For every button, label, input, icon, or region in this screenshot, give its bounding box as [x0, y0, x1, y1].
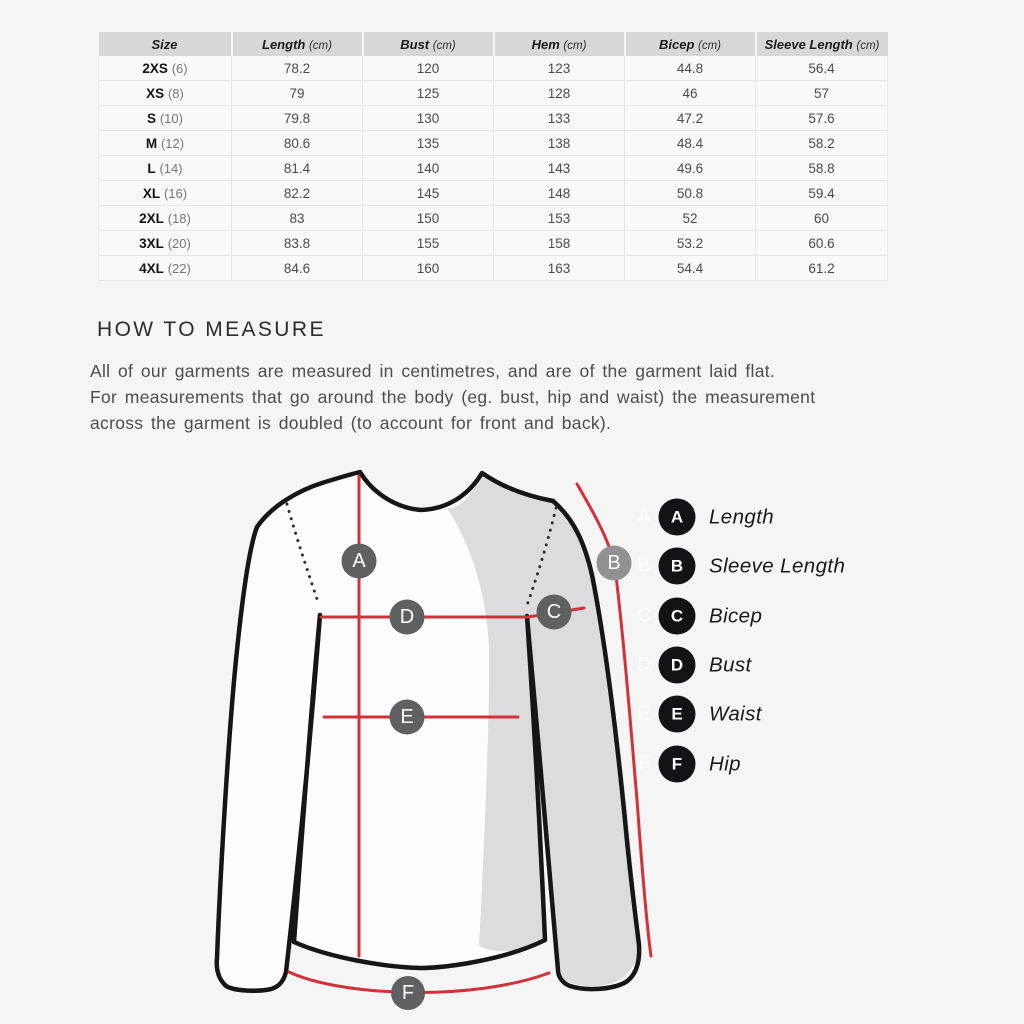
svg-text:Length: Length [709, 505, 775, 529]
length-cell: 84.6 [232, 256, 363, 281]
size-note: (22) [167, 260, 191, 276]
size-cell [99, 106, 232, 131]
size-cell [99, 81, 232, 106]
bicep-cell: 53.2 [625, 231, 756, 256]
paragraph-line: For measurements that go around the body (eg. bust, hip and waist) the measurement [90, 387, 816, 407]
marker-D [390, 600, 425, 635]
svg-text:D: D [399, 606, 415, 628]
column-header-sleeve-length: Sleeve Length (cm) [756, 32, 888, 56]
sleeve-length-cell: 57.6 [756, 106, 888, 131]
size-label: XL [142, 185, 161, 201]
legend-item-waist [659, 696, 763, 733]
size-cell [99, 181, 232, 206]
length-cell: 80.6 [232, 131, 363, 156]
sleeve-length-cell: 56.4 [756, 56, 888, 81]
bicep-cell: 46 [625, 81, 756, 106]
svg-text:B: B [607, 552, 621, 574]
length-cell: 83 [232, 206, 363, 231]
sleeve-length-cell: 60.6 [756, 231, 888, 256]
table-row [99, 131, 888, 156]
size-label: 2XL [139, 210, 164, 226]
size-note: (6) [171, 60, 188, 76]
svg-text:F: F [401, 982, 415, 1004]
size-note: (20) [167, 235, 191, 251]
size-label: 4XL [139, 260, 164, 276]
sleeve-length-cell: 59.4 [756, 181, 888, 206]
marker-A [342, 544, 377, 579]
size-label: S [147, 110, 157, 126]
ghost-letters [637, 507, 651, 775]
hem-cell: 158 [494, 231, 625, 256]
column-header-hem: Hem (cm) [494, 32, 625, 56]
svg-text:B: B [637, 555, 651, 577]
diagram-legend [659, 499, 846, 783]
size-chart [98, 32, 887, 281]
size-label: L [147, 160, 156, 176]
svg-text:C: C [670, 606, 684, 626]
size-label: M [145, 135, 158, 151]
hem-cell: 133 [494, 106, 625, 131]
svg-text:F: F [638, 753, 650, 775]
legend-item-bicep [659, 598, 763, 635]
hem-cell: 163 [494, 256, 625, 281]
hem-cell: 123 [494, 56, 625, 81]
size-note: (14) [159, 160, 183, 176]
table-row [99, 206, 888, 231]
hem-cell: 128 [494, 81, 625, 106]
marker-B [597, 546, 632, 581]
bust-cell: 140 [363, 156, 494, 181]
legend-item-bust [659, 647, 753, 684]
column-header-size: Size [99, 32, 232, 56]
bicep-cell: 50.8 [625, 181, 756, 206]
bicep-cell: 54.4 [625, 256, 756, 281]
size-note: (16) [163, 185, 188, 201]
length-cell: 79.8 [232, 106, 363, 131]
table-row [99, 256, 888, 281]
bust-cell: 150 [363, 206, 494, 231]
paragraph-line: across the garment is doubled (to account for front and back). [90, 413, 612, 433]
bust-cell: 145 [363, 181, 494, 206]
svg-text:E: E [671, 704, 683, 724]
size-cell [99, 56, 232, 81]
svg-text:Waist: Waist [709, 702, 762, 726]
size-label: 2XS [142, 60, 168, 76]
table-row [99, 56, 888, 81]
how-to-measure-heading: HOW TO MEASURE [97, 318, 326, 341]
table-row [99, 181, 888, 206]
bust-cell: 135 [363, 131, 494, 156]
length-cell: 81.4 [232, 156, 363, 181]
marker-F [391, 976, 425, 1010]
bust-cell: 125 [363, 81, 494, 106]
svg-text:B: B [670, 556, 684, 576]
sleeve-length-cell: 61.2 [756, 256, 888, 281]
size-note: (10) [159, 110, 183, 126]
size-note: (12) [160, 135, 185, 151]
bust-cell: 120 [363, 56, 494, 81]
svg-text:C: C [546, 601, 562, 623]
sleeve-length-cell: 58.2 [756, 131, 888, 156]
table-row [99, 231, 888, 256]
table-row [99, 81, 888, 106]
size-label: 3XL [139, 235, 164, 251]
legend-item-hip [659, 746, 741, 783]
sleeve-length-cell: 58.8 [756, 156, 888, 181]
table-row [99, 156, 888, 181]
size-cell [99, 231, 232, 256]
hem-cell: 148 [494, 181, 625, 206]
size-cell [99, 131, 232, 156]
column-header-length: Length (cm) [232, 32, 363, 56]
column-header-bicep: Bicep (cm) [625, 32, 756, 56]
column-header-bust: Bust (cm) [363, 32, 494, 56]
bicep-cell: 49.6 [625, 156, 756, 181]
legend-item-length [659, 499, 775, 536]
bust-cell: 155 [363, 231, 494, 256]
hem-cell: 143 [494, 156, 625, 181]
marker-C [537, 595, 572, 630]
svg-text:Bust: Bust [709, 653, 752, 677]
paragraph-line: All of our garments are measured in centimetres, and are of the garment laid flat. [90, 361, 776, 381]
svg-text:Bicep: Bicep [709, 604, 763, 628]
measurement-diagram [0, 450, 1024, 1024]
svg-text:E: E [637, 703, 651, 725]
size-cell [99, 206, 232, 231]
table-header-row [99, 32, 888, 56]
bust-cell: 160 [363, 256, 494, 281]
svg-text:Hip: Hip [709, 752, 741, 776]
sleeve-length-cell: 60 [756, 206, 888, 231]
table-row [99, 106, 888, 131]
svg-text:D: D [670, 655, 684, 675]
svg-text:E: E [400, 706, 414, 728]
bicep-cell: 48.4 [625, 131, 756, 156]
size-note: (18) [167, 210, 191, 226]
size-label: XS [146, 85, 165, 101]
hem-cell: 138 [494, 131, 625, 156]
length-cell: 79 [232, 81, 363, 106]
marker-E [390, 700, 425, 735]
svg-text:A: A [637, 506, 651, 528]
size-chart-table [98, 32, 888, 281]
bicep-cell: 47.2 [625, 106, 756, 131]
svg-text:A: A [352, 550, 366, 572]
legend-item-sleeve-length [659, 548, 846, 585]
svg-text:F: F [671, 754, 683, 774]
sleeve-length-cell: 57 [756, 81, 888, 106]
size-cell [99, 156, 232, 181]
bust-cell: 130 [363, 106, 494, 131]
length-cell: 82.2 [232, 181, 363, 206]
length-cell: 78.2 [232, 56, 363, 81]
bicep-cell: 44.8 [625, 56, 756, 81]
svg-text:C: C [637, 605, 651, 627]
length-cell: 83.8 [232, 231, 363, 256]
how-to-measure-paragraph [90, 358, 815, 436]
svg-text:A: A [670, 507, 684, 527]
bicep-cell: 52 [625, 206, 756, 231]
svg-text:Sleeve Length: Sleeve Length [709, 554, 846, 578]
size-cell [99, 256, 232, 281]
svg-text:D: D [637, 654, 651, 676]
hem-cell: 153 [494, 206, 625, 231]
size-note: (8) [167, 85, 184, 101]
